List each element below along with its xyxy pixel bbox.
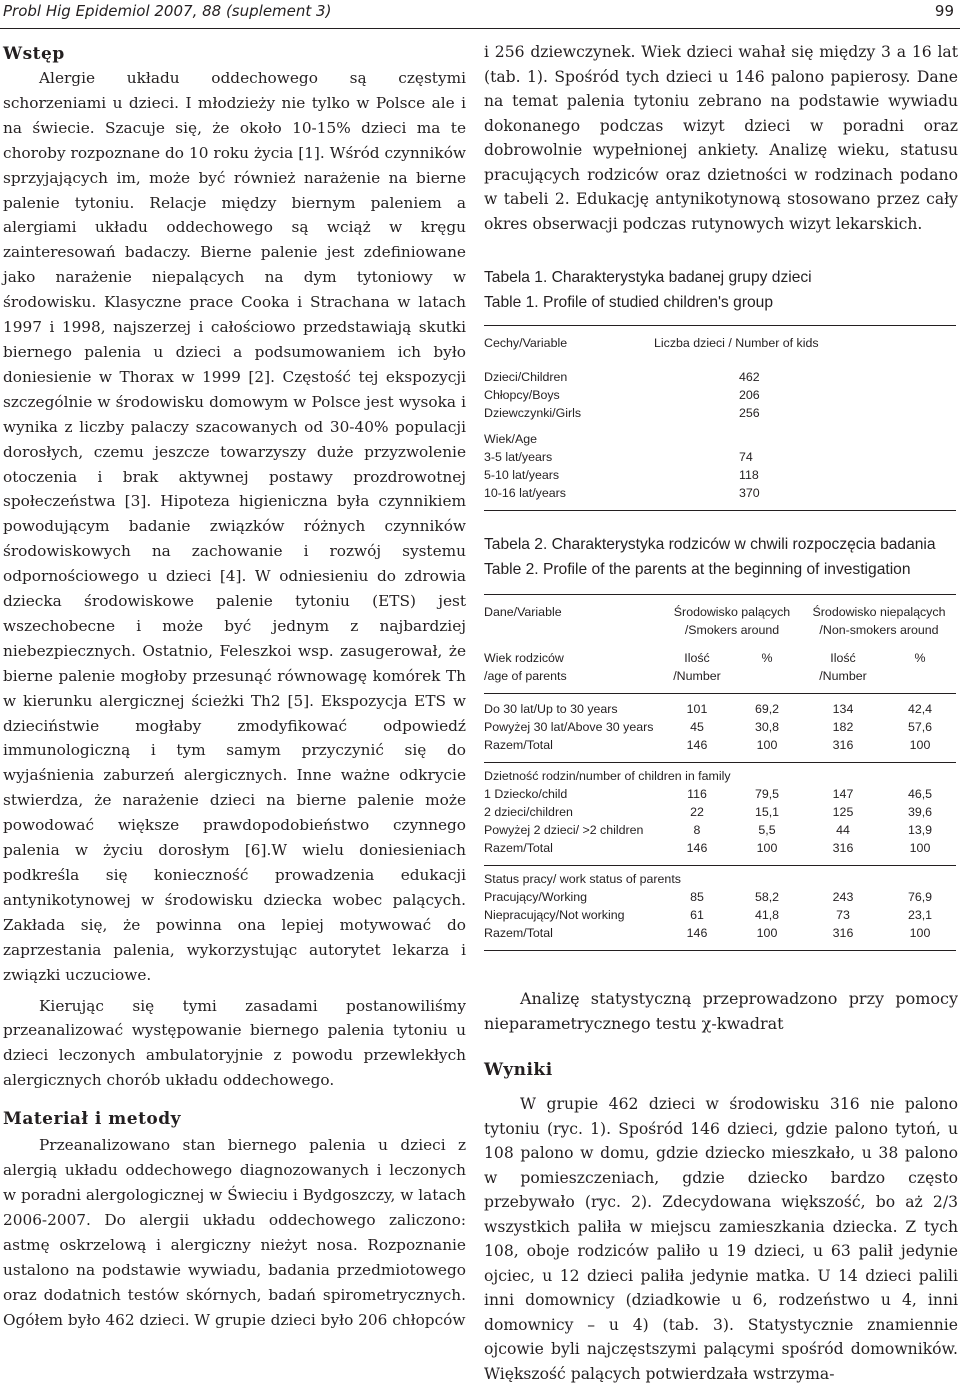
table2-cell: 57,6	[907, 720, 933, 734]
table1-row-label: 5-10 lat/years	[484, 468, 560, 482]
table2-cell: 76,9	[907, 890, 933, 904]
page-number: 99	[934, 2, 954, 20]
table2-h-smokers-en: /Smokers around	[684, 623, 780, 637]
table2-h-age: Wiek rodziców	[484, 651, 564, 665]
table2-cell: 316	[832, 738, 854, 752]
table2-cell: 13,9	[907, 823, 933, 837]
table2-cell: 5,5	[758, 823, 776, 837]
table2-row-label: Razem/Total	[484, 926, 553, 940]
results-paragraph: W grupie 462 dzieci w środowisku 316 nie palono tytoniu (ryc. 1). Spośród 146 dzieci, gdzie palono tytoń, u 108 palono w domu, gdzie dziecko mieszkało, u 38 palono w pomieszczeniach, gdzie dziecko bardzo często przebywało (ryc. 2). Zdecydowana większość, bo aż 2/3 wszystkich paliła w miejscu zamieszkania dziecka. Z tych 108, oboje rodziców paliło u 19 dzieci, u 63 palił jedynie ojciec, u 12 dzieci paliła jedynie matka. U 14 dzieci palili inni domownicy (dziadkowie u 6, rodzeństwo u 4, inni domownicy – u 4) (tab. 3). Statystycznie znamiennie ojcowie byli najczęstszymi palącymi spośród domowników. Większość palących potwierdzała wstrzyma-	[484, 1095, 958, 1383]
methods-paragraph: Przeanalizowano stan biernego palenia u dzieci z alergią układu oddechowego diagnozowanych i leczonych w poradni alergologicznej w Świeciu i Bydgoszczy, w latach 2006-2007. Do alergii układu oddechowego zaliczono: astmę oskrzelową i alergiczny nieżyt nosa. Rozpoznanie ustalono na podstawie wywiadu, badania przedmiotowego oraz dodatnich testów skórnych, badań spirometrycznych. Ogółem było 462 dzieci. W grupie dzieci było 206 chłopców	[3, 1136, 466, 1329]
table-2	[484, 594, 956, 951]
table2-row-label: Powyżej 30 lat/Above 30 years	[484, 720, 654, 734]
table2-cell: 39,6	[907, 805, 933, 819]
table2-h-nonsmokers-en: /Non-smokers around	[819, 623, 939, 637]
table1-row-label: Dziewczynki/Girls	[484, 406, 582, 420]
table1-row	[484, 448, 956, 466]
table2-row	[484, 821, 956, 839]
table2-row	[484, 924, 956, 942]
table2-cell: 41,8	[754, 908, 780, 922]
table2-cell: 15,1	[754, 805, 780, 819]
table1-row	[484, 484, 956, 502]
table2-cell: 8	[693, 823, 701, 837]
table2-cell: 42,4	[907, 702, 933, 716]
table2-cell: 316	[832, 926, 854, 940]
table2-h-nonsmokers: Środowisko niepalących	[812, 605, 946, 619]
table2-cell: 146	[686, 841, 708, 855]
table1-caption-en: Table 1. Profile of studied children's group	[484, 293, 774, 311]
table2-cell: 101	[686, 702, 708, 716]
table1-row	[484, 368, 956, 386]
table2-h-count: Ilość	[830, 651, 856, 665]
table2-cell: 46,5	[907, 787, 933, 801]
table2-cell: 45	[690, 720, 704, 734]
table1-row-value: 74	[739, 450, 753, 464]
table1-row	[484, 404, 956, 422]
table2-row	[484, 718, 956, 736]
left-column	[3, 40, 466, 1332]
table2-cell: 79,5	[754, 787, 780, 801]
table2-cell: 100	[756, 738, 778, 752]
table2-h-variable: Dane/Variable	[484, 605, 562, 619]
table2-cell: 22	[690, 805, 704, 819]
table1-row-label: Dzieci/Children	[484, 370, 568, 384]
intro-paragraph-2: Kierując się tymi zasadami postanowiliśmy przeanalizować występowanie biernego palenia tytoniu u dzieci leczonych ambulatoryjnie z powodu przewlekłych alergicznych chorób układu oddechowego.	[3, 996, 466, 1090]
table1-row-value: 462	[739, 370, 760, 384]
table2-cell: 146	[686, 738, 708, 752]
table1-age-label: Wiek/Age	[484, 432, 538, 446]
methods-heading: Materiał i metody	[3, 1109, 182, 1130]
table2-cell: 243	[832, 890, 854, 904]
table2-row-label: Razem/Total	[484, 738, 553, 752]
right-column	[484, 40, 958, 1386]
table2-cell: 69,2	[754, 702, 780, 716]
table2-row	[484, 785, 956, 803]
table2-cell: 316	[832, 841, 854, 855]
table2-row-label: Razem/Total	[484, 841, 553, 855]
table2-row-label: 1 Dziecko/child	[484, 787, 568, 801]
table2-cell: 100	[756, 926, 778, 940]
table2-row-label: Powyżej 2 dzieci/ >2 children	[484, 823, 644, 837]
table2-h-count-en: /Number	[673, 669, 721, 683]
table2-cell: 30,8	[754, 720, 780, 734]
results-heading: Wyniki	[484, 1060, 553, 1080]
table2-row-label: Niepracujący/Not working	[484, 908, 625, 922]
table2-cell: 125	[832, 805, 854, 819]
table1-row-label: Chłopcy/Boys	[484, 388, 560, 402]
table2-cell: 44	[836, 823, 850, 837]
table2-row	[484, 803, 956, 821]
table2-row-label: Pracujący/Working	[484, 890, 588, 904]
page-header	[0, 0, 960, 29]
table1-row-value: 206	[739, 388, 760, 402]
table2-h-smokers: Środowisko palących	[673, 605, 791, 619]
table2-row	[484, 736, 956, 754]
table1-col-variable: Cechy/Variable	[484, 336, 568, 350]
table2-cell: 100	[909, 738, 931, 752]
table2-h-pct: %	[914, 651, 926, 665]
table-1	[484, 325, 956, 511]
table2-cell: 73	[836, 908, 850, 922]
table2-row-label: 2 dzieci/children	[484, 805, 573, 819]
table1-row-value: 370	[739, 486, 760, 500]
table2-h-count: Ilość	[684, 651, 710, 665]
table2-cell: 61	[690, 908, 704, 922]
table2-row-label: Do 30 lat/Up to 30 years	[484, 702, 618, 716]
table2-cell: 116	[687, 787, 707, 801]
table2-cell: 100	[756, 841, 778, 855]
intro-heading: Wstęp	[3, 44, 65, 64]
table1-row-label: 3-5 lat/years	[484, 450, 553, 464]
table1-row	[484, 466, 956, 484]
table2-cell: 85	[690, 890, 704, 904]
table2-h-age-en: /age of parents	[484, 669, 567, 683]
table2-cell: 182	[832, 720, 854, 734]
table2-row	[484, 700, 956, 718]
journal-citation: Probl Hig Epidemiol 2007, 88 (suplement 3)	[3, 2, 332, 20]
table2-cell: 58,2	[754, 890, 780, 904]
table2-group3-title: Status pracy/ work status of parents	[484, 872, 681, 886]
table2-cell: 147	[832, 787, 854, 801]
table2-cell: 100	[909, 841, 931, 855]
table2-caption-en: Table 2. Profile of the parents at the beginning of investigation	[484, 560, 911, 578]
table2-caption-pl: Tabela 2. Charakterystyka rodziców w chwili rozpoczęcia badania	[484, 536, 936, 553]
table2-h-count-en: /Number	[819, 669, 867, 683]
table2-group2-title: Dzietność rodzin/number of children in family	[484, 769, 731, 783]
table1-caption-pl: Tabela 1. Charakterystyka badanej grupy dzieci	[484, 269, 812, 286]
methods-continuation: i 256 dziewczynek. Wiek dzieci wahał się między 3 a 16 lat (tab. 1). Spośród tych dzieci u 146 palono papierosy. Dane na temat palenia tytoniu zebrano na podstawie wywiadu dokonanego podczas wizyt dzieci w poradni oraz dobrowolnie wypełnionej ankiety. Analizę wieku, statusu pracujących rodziców oraz dzietności w rodzinach podano w tabeli 2. Edukację antynikotynową stosowano przez cały okres obserwacji podczas rutynowych wizyt lekarskich.	[484, 43, 958, 233]
table2-cell: 100	[909, 926, 931, 940]
table1-col-count: Liczba dzieci / Number of kids	[654, 336, 819, 350]
table2-h-pct: %	[761, 651, 773, 665]
table2-cell: 146	[686, 926, 708, 940]
intro-paragraph-1: Alergie układu oddechowego są częstymi schorzeniami u dzieci. I młodzieży nie tylko w Polsce ale i na świecie. Szacuje się, że około 10-15% dzieci ma te choroby rozpoznane do 10 roku życia [1]. Wśród czynników sprzyjających im, może być również narażenie na bierne palenie tytoniu. Relacje między biernym paleniem a alergiami układu oddechowego są wciąż w kręgu zainteresowań badaczy. Bierne palenie jest zdefiniowane jako narażenie niepalących na dym tytoniowy w środowisku. Klasyczne prace Cooka i Strachana w latach 1997 i 1998, najszerzej i całościowo przedstawiają skutki biernego palenia u dzieci a podsumowaniem ich było doniesienie w Thorax w 1999 [2]. Częstość tej ekspozycji szczególnie w środowisku domowym w Polsce jest wysoka i wynika z liczby palaczy szacowanych od 30-40% populacji dorosłych, czemu jeszcze towarzyszy duże przyzwolenie otoczenia i brak aktywnej postawy prozdrowotnej społeczeństwa [3]. Hipoteza higieniczna była czynnikiem powodującym badanie związków różnych czynników środowiskowych na zachowanie i rozwój systemu odpornościowego u dzieci [4]. W odniesieniu do zdrowia dziecka środowiskowe palenie tytoniu (ETS) jest wszechobecne i może być jednym z najbardziej niebezpiecznych. Ostatnio, Feleszkoi wsp. zasugerował, że bierne palenie mogłoby przesunąć równowagę komórek Th w kierunku alergicznej ścieżki Th2 [5]. Ekspozycja ETS w dzieciństwie mogłaby zmodyfikować odpowiedź immunologiczną i tym samym przyczynić się do wyjaśnienia zaburzeń alergicznych. Inne ważne odkrycie stwierdza, że narażenie dzieci na bierne palenie może powodować większe prawdopodobieństwo czynnego palenia w życiu dorosłym [6].W wielu doniesieniach podkreśla się konieczność prowadzenia edukacji antynikotynowej w środowisku dziecka wobec palących. Zakłada się, że powinna ona lepiej motywować do zaprzestania palenia, wykorzystując autorytet lekarza i związki uczuciowe.	[3, 69, 466, 984]
table1-row	[484, 386, 956, 404]
table2-cell: 23,1	[907, 908, 933, 922]
table2-row	[484, 888, 956, 906]
table2-cell: 134	[832, 702, 854, 716]
table2-row	[484, 839, 956, 857]
analysis-paragraph: Analizę statystyczną przeprowadzono przy pomocy nieparametrycznego testu χ-kwadrat	[484, 989, 958, 1033]
table2-row	[484, 906, 956, 924]
table1-row-label: 10-16 lat/years	[484, 486, 566, 500]
table1-row-value: 256	[739, 406, 760, 420]
table1-row-value: 118	[739, 468, 759, 482]
